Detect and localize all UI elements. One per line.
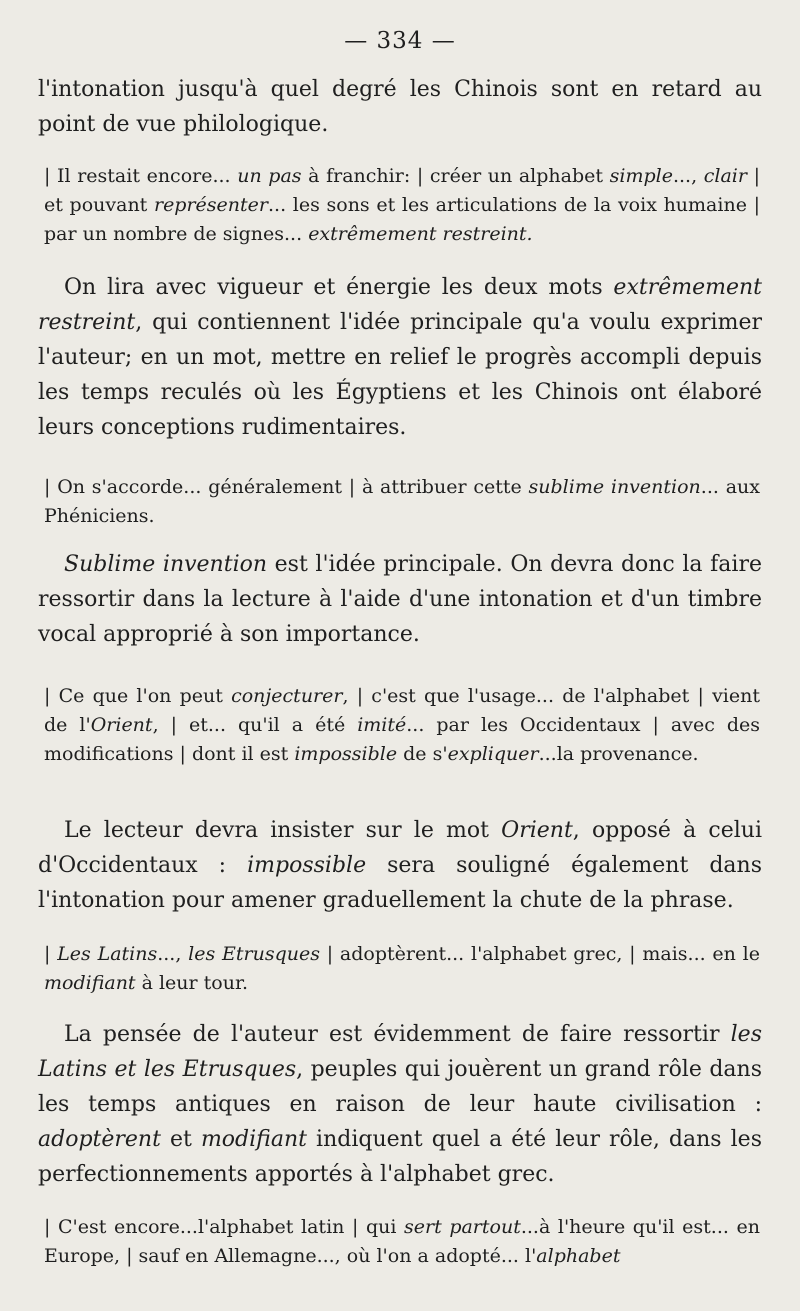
paragraph-1 <box>38 72 762 142</box>
emphasized-text: imité <box>357 714 407 736</box>
emphasized-text: extrêmement restreint <box>38 275 762 335</box>
text-run: | C'est encore...l'alphabet latin | qui <box>44 1216 405 1238</box>
text-run: et <box>160 1127 201 1152</box>
text-run: , peuples qui jouèrent un grand rôle dans les temps antiques en raison de leur haute civilisation : <box>38 1057 762 1117</box>
text-run: l'intonation jusqu'à quel degré les Chinois sont en retard au point de vue philologique. <box>38 77 762 137</box>
text-run: La pensée de l'auteur est évidemment de faire ressortir <box>64 1022 731 1047</box>
text-run: , | et... qu'il a été <box>152 714 358 736</box>
text-run: Le lecteur devra insister sur le mot <box>64 818 502 843</box>
paragraph-4 <box>38 813 762 918</box>
text-run: à leur tour. <box>135 972 249 994</box>
text-run: ...la provenance. <box>538 743 699 765</box>
text-run: | <box>44 943 58 965</box>
emphasized-text: les Etrusques <box>188 943 320 965</box>
example-3 <box>44 682 760 769</box>
emphasized-text: clair <box>703 165 747 187</box>
text-run: sera souligné également dans l'intonation pour amener graduellement la chute de la phrase. <box>38 853 762 913</box>
paragraph-2 <box>38 270 762 445</box>
emphasized-text: impossible <box>247 853 367 878</box>
paragraph-3 <box>38 547 762 652</box>
emphasized-text: modifiant <box>200 1127 307 1152</box>
emphasized-text: impossible <box>294 743 398 765</box>
text-run: , opposé à celui d'Occidentaux : <box>38 818 762 878</box>
emphasized-text: un pas <box>237 165 302 187</box>
emphasized-text: représenter <box>153 194 268 216</box>
text-run: , | c'est que l'usage... de l'alphabet | vient de l' <box>44 685 761 736</box>
text-run: ...à l'heure qu'il est... en Europe, | sauf en Allemagne..., où l'on a adopté... l' <box>44 1216 760 1267</box>
emphasized-text: conjecturer <box>231 685 343 707</box>
text-run: ... par les Occidentaux | avec des modifications | dont il est <box>44 714 760 765</box>
emphasized-text: alphabet <box>536 1245 621 1267</box>
text-run: ..., <box>157 943 189 965</box>
text-run: | adoptèrent... l'alphabet grec, | mais... en le <box>319 943 760 965</box>
text-run: | On s'accorde... généralement | à attribuer cette <box>44 476 529 498</box>
text-run: , qui contiennent l'idée principale qu'a voulu exprimer l'auteur; en un mot, mettre en relief le progrès accompli depuis les temps reculés où les Égyptiens et les Chinois ont élaboré leurs conceptions rudimentaires. <box>38 310 762 440</box>
emphasized-text: expliquer <box>447 743 539 765</box>
emphasized-text: adoptèrent <box>38 1127 161 1152</box>
emphasized-text: sublime invention <box>528 476 701 498</box>
emphasized-text: simple <box>609 165 673 187</box>
emphasized-text: modifiant <box>44 972 136 994</box>
example-2 <box>44 473 760 531</box>
text-run: ... aux Phéniciens. <box>44 476 760 527</box>
text-run: | Ce que l'on peut <box>44 685 232 707</box>
text-run: de s' <box>397 743 448 765</box>
emphasized-text: les Latins et les Etrusques <box>38 1022 762 1082</box>
example-4 <box>44 940 760 998</box>
page-number: — 334 — <box>344 28 456 54</box>
emphasized-text: Orient <box>501 818 573 843</box>
emphasized-text: extrêmement restreint. <box>308 223 533 245</box>
text-run: | Il restait encore... <box>44 165 238 187</box>
example-5 <box>44 1213 760 1271</box>
emphasized-text: sert partout <box>404 1216 521 1238</box>
emphasized-text: Sublime invention <box>64 552 268 577</box>
text-run: est l'idée principale. On devra donc la faire ressortir dans la lecture à l'aide d'une intonation et d'un timbre vocal approprié à son importance. <box>38 552 762 647</box>
text-run: | et pouvant <box>44 165 760 216</box>
text-run: à franchir: | créer un alphabet <box>301 165 610 187</box>
text-run: ... les sons et les articulations de la voix humaine | par un nombre de signes... <box>44 194 761 245</box>
text-run: ..., <box>672 165 704 187</box>
text-run: On lira avec vigueur et énergie les deux mots <box>64 275 614 300</box>
emphasized-text: Les Latins <box>57 943 158 965</box>
paragraph-5 <box>38 1017 762 1192</box>
example-1 <box>44 162 760 249</box>
text-run: indiquent quel a été leur rôle, dans les perfectionnements apportés à l'alphabet grec. <box>38 1127 762 1187</box>
emphasized-text: Orient <box>90 714 153 736</box>
